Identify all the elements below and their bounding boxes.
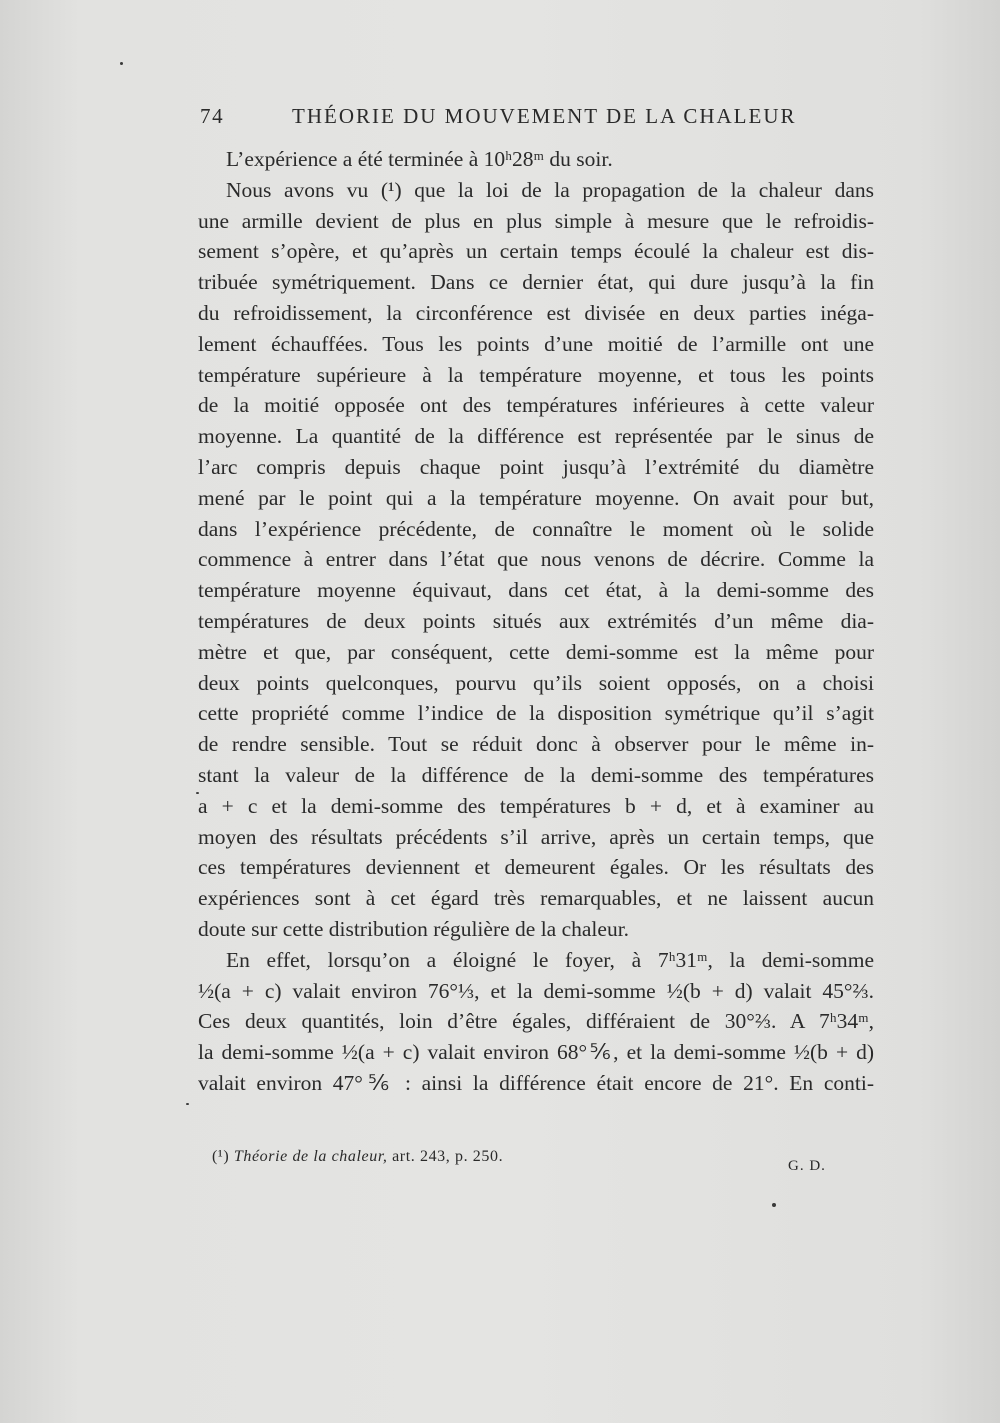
text-line: du refroidissement, la circonférence est divisée en deux parties inéga- — [198, 300, 874, 325]
text-line: la demi-somme ½(a + c) valait environ 68°⅚, et la demi-somme ½(b + d) — [198, 1040, 874, 1065]
text-line: sement s’opère, et qu’après un certain temps écoulé la chaleur est dis- — [198, 239, 874, 264]
text-line: a + c et la demi-somme des températures b + d, et à examiner au — [198, 793, 874, 818]
text-line: température moyenne équivaut, dans cet état, à la demi-somme des — [198, 578, 874, 603]
text-line: une armille devient de plus en plus simple à mesure que le refroidis- — [198, 208, 874, 233]
scan-speck — [772, 1203, 776, 1207]
page-number: 74 — [200, 104, 225, 128]
text-line: lement échauffées. Tous les points d’une moitié de l’armille ont une — [198, 331, 874, 356]
footnote-title: Théorie de la chaleur, — [233, 1148, 388, 1165]
body-text — [198, 144, 874, 1099]
text-line: cette propriété comme l’indice de la disposition symétrique qu’il s’agit — [198, 701, 874, 726]
scan-speck — [186, 1103, 189, 1105]
scan-speck — [196, 792, 199, 794]
text-line: mètre et que, par conséquent, cette demi-somme est la même pour — [198, 639, 874, 664]
text-line: L’expérience a été terminée à 10ʰ28ᵐ du soir. — [226, 147, 613, 171]
text-line: commence à entrer dans l’état que nous venons de décrire. Comme la — [198, 547, 874, 572]
text-line: de la moitié opposée ont des températures inférieures à cette valeur — [198, 393, 874, 418]
text-line: En effet, lorsqu’on a éloigné le foyer, à 7ʰ31ᵐ, la demi-somme — [226, 947, 874, 972]
text-line: températures de deux points situés aux extrémités d’un même dia- — [198, 608, 874, 633]
text-line: température supérieure à la température moyenne, et tous les points — [198, 362, 874, 387]
footnote-reference: art. 243, p. 250. — [392, 1148, 504, 1165]
text-line: deux points quelconques, pourvu qu’ils soient opposés, on a choisi — [198, 670, 874, 695]
text-line: stant la valeur de la différence de la demi-somme des températures — [198, 762, 874, 787]
text-line: expériences sont à cet égard très remarquables, et ne laissent aucun — [198, 886, 874, 911]
text-line: ces températures deviennent et demeurent égales. Or les résultats des — [198, 855, 874, 880]
text-line: l’arc compris depuis chaque point jusqu’à l’extrémité du diamètre — [198, 454, 874, 479]
text-line: ½(a + c) valait environ 76°⅓, et la demi-somme ½(b + d) valait 45°⅔. — [198, 978, 874, 1003]
text-line: valait environ 47°⅚ : ainsi la différence était encore de 21°. En conti- — [198, 1070, 874, 1095]
footnote — [212, 1148, 532, 1166]
page-header — [200, 100, 890, 134]
text-line: tribuée symétriquement. Dans ce dernier état, qui dure jusqu’à la fin — [198, 270, 874, 295]
text-line: de rendre sensible. Tout se réduit donc à observer pour le même in- — [198, 732, 874, 757]
editor-signature: G. D. — [788, 1158, 826, 1174]
scan-speck — [120, 62, 123, 65]
text-line: doute sur cette distribution régulière de la chaleur. — [198, 916, 630, 941]
text-line: mené par le point qui a la température moyenne. On avait pour but, — [198, 485, 874, 510]
text-line: moyen des résultats précédents s’il arrive, après un certain temps, que — [198, 824, 874, 849]
running-title: THÉORIE DU MOUVEMENT DE LA CHALEUR — [292, 104, 797, 128]
text-line: dans l’expérience précédente, de connaître le moment où le solide — [198, 516, 874, 541]
text-line: Nous avons vu (¹) que la loi de la propagation de la chaleur dans — [226, 177, 874, 202]
text-line: Ces deux quantités, loin d’être égales, différaient de 30°⅔. A 7ʰ34ᵐ, — [198, 1009, 874, 1034]
text-line: moyenne. La quantité de la différence est représentée par le sinus de — [198, 424, 874, 449]
footnote-marker: (¹) — [212, 1148, 230, 1165]
